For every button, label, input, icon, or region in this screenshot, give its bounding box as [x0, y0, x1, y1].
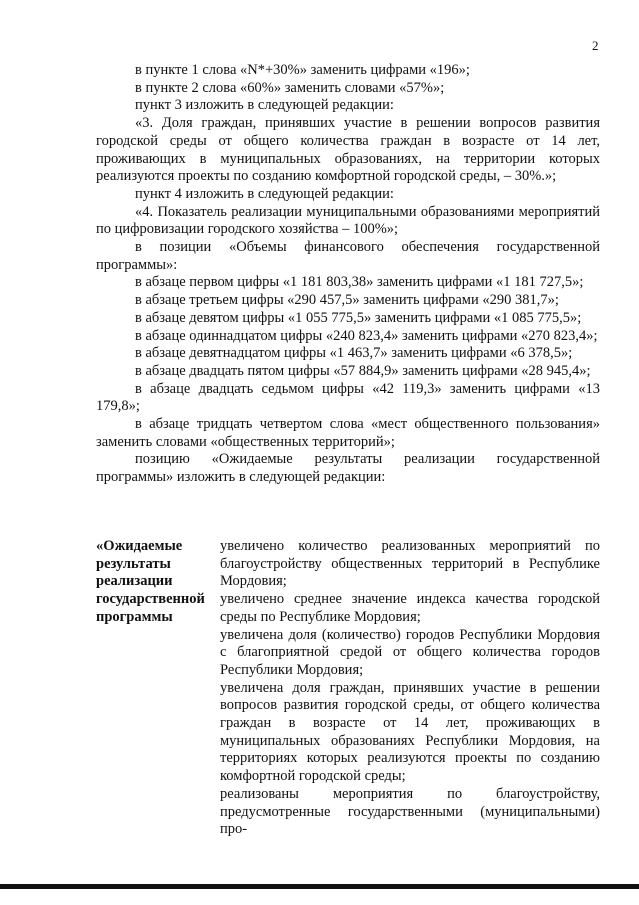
result-item: увеличено среднее значение индекса качества городской среды по Республике Мордовия;	[220, 591, 600, 625]
paragraph: позицию «Ожидаемые результаты реализации государственной программы» изложить в следующей редакции:	[96, 451, 600, 486]
result-item: увеличено количество реализованных мероприятий по благоустройству общественных территорий в Республике Мордовия;	[220, 538, 600, 590]
paragraph: в абзаце двадцать пятом цифры «57 884,9» заменить цифрами «28 945,4»;	[135, 362, 591, 379]
page-number: 2	[592, 38, 599, 53]
paragraph: в абзаце одиннадцатом цифры «240 823,4» заменить цифрами «270 823,4»;	[135, 327, 598, 344]
paragraph: в абзаце двадцать седьмом цифры «42 119,3» заменить цифрами «13 179,8»;	[96, 380, 600, 415]
expected-results-list	[220, 538, 600, 839]
paragraph: в абзаце девятнадцатом цифры «1 463,7» заменить цифрами «6 378,5»;	[135, 345, 573, 362]
paragraph: «4. Показатель реализации муниципальными образованиями мероприятий по цифровизации городского хозяйства – 100%»;	[96, 203, 600, 238]
expected-results-label: «Ожидаемые результаты реализации государственной программы	[96, 538, 205, 625]
paragraph: в абзаце первом цифры «1 181 803,38» заменить цифрами «1 181 727,5»;	[135, 274, 584, 291]
paragraph: в абзаце девятом цифры «1 055 775,5» заменить цифрами «1 085 775,5»;	[135, 309, 582, 326]
paragraph: в абзаце тридцать четвертом слова «мест общественного пользования» заменить словами «общественных территорий»;	[96, 416, 600, 450]
paragraph: пункт 3 изложить в следующей редакции:	[135, 97, 394, 114]
paragraph: «3. Доля граждан, принявших участие в решении вопросов развития городской среды от общего количества граждан в возрасте от 14 лет, проживающих в муниципальных образованиях, на территории которых реализуются проекты по созданию комфортной городской среды, – 30%.»;	[96, 115, 600, 185]
scan-edge-bar	[0, 884, 639, 889]
expected-results-table	[96, 538, 600, 839]
document-body	[96, 62, 600, 487]
result-item: увеличена доля (количество) городов Республики Мордовия с благоприятной средой от общего количества городов Республики Мордовия;	[220, 626, 600, 678]
result-item: реализованы мероприятия по благоустройству, предусмотренные государственными (муниципальными) про-	[220, 785, 600, 838]
paragraph: в пункте 1 слова «N*+30%» заменить цифрами «196»;	[135, 62, 470, 78]
paragraph: пункт 4 изложить в следующей редакции:	[135, 185, 394, 202]
paragraph: в абзаце третьем цифры «290 457,5» заменить цифрами «290 381,7»;	[135, 292, 559, 309]
result-item: увеличена доля граждан, принявших участие в решении вопросов развития городской среды, от общего количества граждан в возрасте от 14 лет, проживающих в муниципальных образованиях Республики Мордовия, на территориях которых реализуются проекты по созданию комфортной городской среды;	[220, 679, 600, 785]
paragraph: в пункте 2 слова «60%» заменить словами «57%»;	[135, 79, 445, 96]
paragraph: в позиции «Объемы финансового обеспечения государственной программы»:	[96, 239, 600, 273]
